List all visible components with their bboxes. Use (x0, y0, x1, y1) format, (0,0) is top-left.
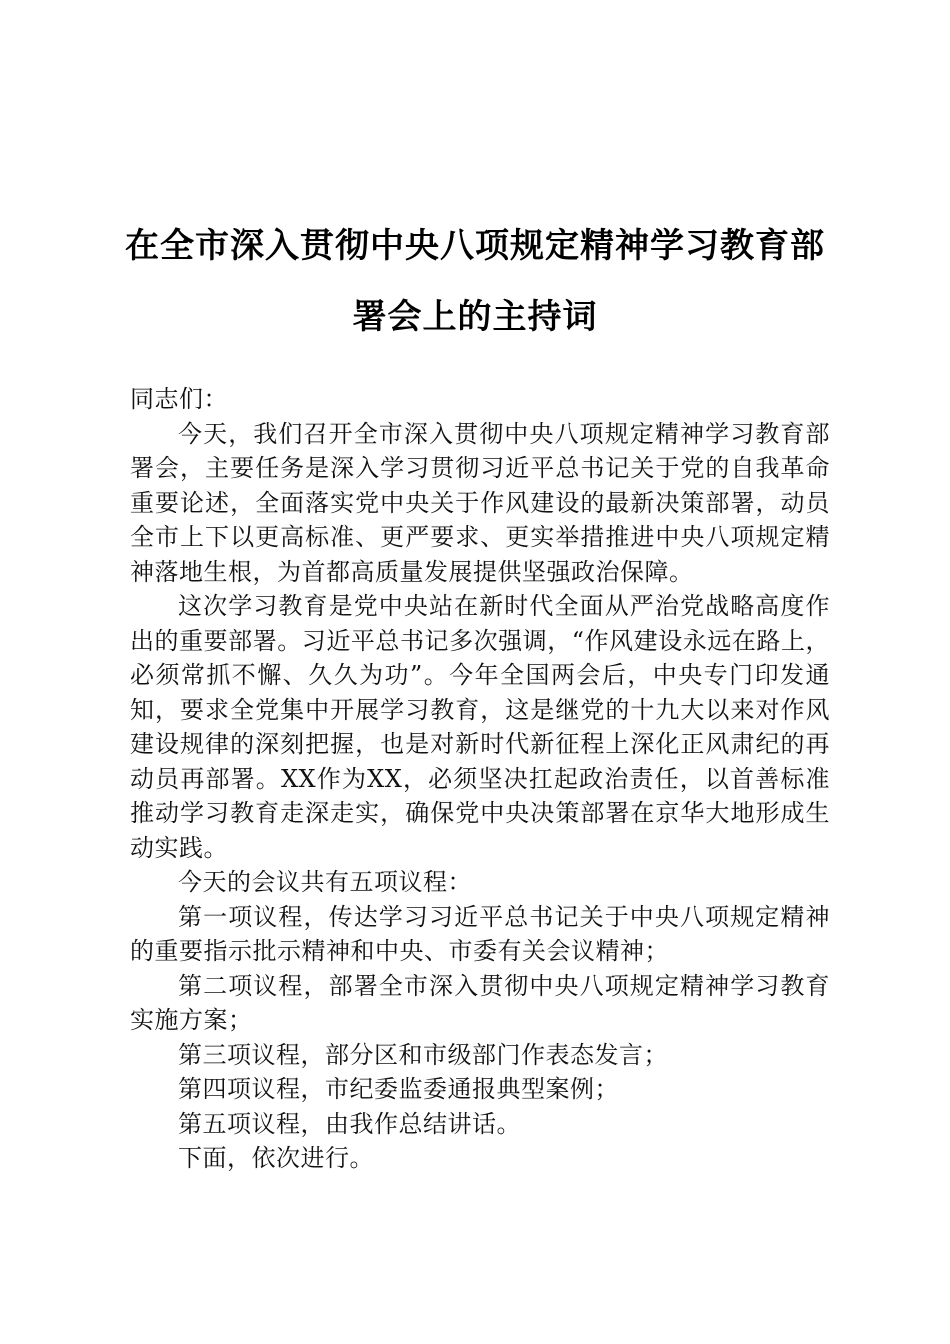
document-body (130, 382, 830, 1176)
closing-line: 下面，依次进行。 (178, 1144, 374, 1172)
document-title-line-1: 在全市深入贯彻中央八项规定精神学习教育部 (125, 226, 825, 266)
salutation: 同志们： (130, 385, 228, 413)
agenda-item-3: 第三项议程，部分区和市级部门作表态发言； (178, 1040, 668, 1069)
agenda-item-1: 第一项议程，传达学习习近平总书记关于中央八项规定精神的重要指示批示精神和中央、市委有关会议精神； (130, 902, 830, 965)
paragraph-background: 这次学习教育是党中央站在新时代全面从严治党战略高度作出的重要部署。习近平总书记多次强调，“作风建设永远在路上，必须常抓不懈、久久为功”。今年全国两会后，中央专门印发通知，要求全党集中开展学习教育，这是继党的十九大以来对作风建设规律的深刻把握，也是对新时代新征程上深化正风肃纪的再动员再部署。XX作为XX，必须坚决扛起政治责任，以首善标准推动学习教育走深走实，确保党中央决策部署在京华大地形成生动实践。 (130, 592, 830, 862)
agenda-item-2: 第二项议程，部署全市深入贯彻中央八项规定精神学习教育实施方案； (130, 971, 830, 1034)
agenda-intro: 今天的会议共有五项议程： (178, 868, 472, 896)
document-title-line-2: 署会上的主持词 (352, 297, 598, 337)
paragraph-opening: 今天，我们召开全市深入贯彻中央八项规定精神学习教育部署会，主要任务是深入学习贯彻习近平总书记关于党的自我革命重要论述，全面落实党中央关于作风建设的最新决策部署，动员全市上下以更高标准、更严要求、更实举措推进中央八项规定精神落地生根，为首都高质量发展提供坚强政治保障。 (130, 419, 830, 586)
agenda-item-4: 第四项议程，市纪委监委通报典型案例； (178, 1075, 619, 1103)
agenda-item-5: 第五项议程，由我作总结讲话。 (178, 1109, 521, 1138)
